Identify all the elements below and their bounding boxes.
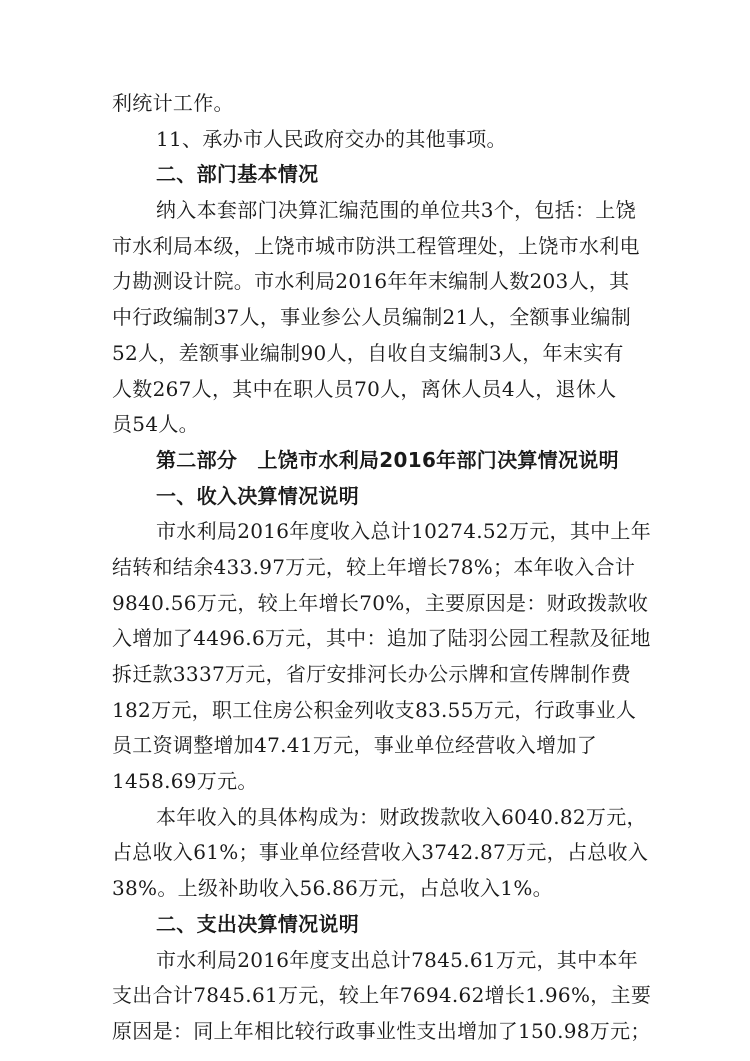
text-line: 力勘测设计院。市水利局2016年年末编制人数203人，其 <box>112 269 630 294</box>
text-line: 员54人。 <box>112 412 199 437</box>
text-line: 人数267人，其中在职人员70人，离休人员4人，退休人 <box>112 376 617 401</box>
document-body <box>112 86 652 1050</box>
section-heading: 二、部门基本情况 <box>156 162 319 187</box>
text-line: 1458.69万元。 <box>112 769 258 794</box>
text-line: 结转和结余433.97万元，较上年增长78%；本年收入合计 <box>112 554 636 579</box>
text-line: 38%。上级补助收入56.86万元，占总收入1%。 <box>112 876 553 901</box>
text-line: 纳入本套部门决算汇编范围的单位共3个，包括：上饶 <box>156 198 636 223</box>
text-line: 中行政编制37人，事业参公人员编制21人，全额事业编制 <box>112 305 631 330</box>
text-line: 原因是：同上年相比较行政事业性支出增加了150.98万元； <box>112 1018 651 1043</box>
text-line: 11、承办市人民政府交办的其他事项。 <box>156 126 507 151</box>
section-heading: 二、支出决算情况说明 <box>156 911 359 936</box>
text-line: 52人，差额事业编制90人，自收自支编制3人，年末实有 <box>112 340 624 365</box>
text-line: 本年收入的具体构成为：财政拨款收入6040.82万元， <box>156 804 647 829</box>
text-line: 员工资调整增加47.41万元，事业单位经营收入增加了 <box>112 733 598 758</box>
section-heading: 一、收入决算情况说明 <box>156 483 359 508</box>
text-line: 入增加了4496.6万元，其中：追加了陆羽公园工程款及征地 <box>112 626 651 651</box>
text-line: 市水利局2016年度收入总计10274.52万元，其中上年 <box>156 519 652 544</box>
section-heading: 第二部分 上饶市水利局2016年部门决算情况说明 <box>156 447 619 472</box>
text-line: 市水利局2016年度支出总计7845.61万元，其中本年 <box>156 947 639 972</box>
text-line: 占总收入61%；事业单位经营收入3742.87万元，占总收入 <box>112 840 649 865</box>
text-line: 利统计工作。 <box>112 91 234 115</box>
text-line: 支出合计7845.61万元，较上年7694.62增长1.96%，主要 <box>112 983 652 1008</box>
text-line: 拆迁款3337万元，省厅安排河长办公示牌和宣传牌制作费 <box>112 662 631 686</box>
text-line: 市水利局本级，上饶市城市防洪工程管理处，上饶市水利电 <box>112 233 640 258</box>
text-line: 9840.56万元，较上年增长70%，主要原因是：财政拨款收 <box>112 590 649 615</box>
text-line: 182万元，职工住房公积金列收支83.55万元，行政事业人 <box>112 697 637 722</box>
